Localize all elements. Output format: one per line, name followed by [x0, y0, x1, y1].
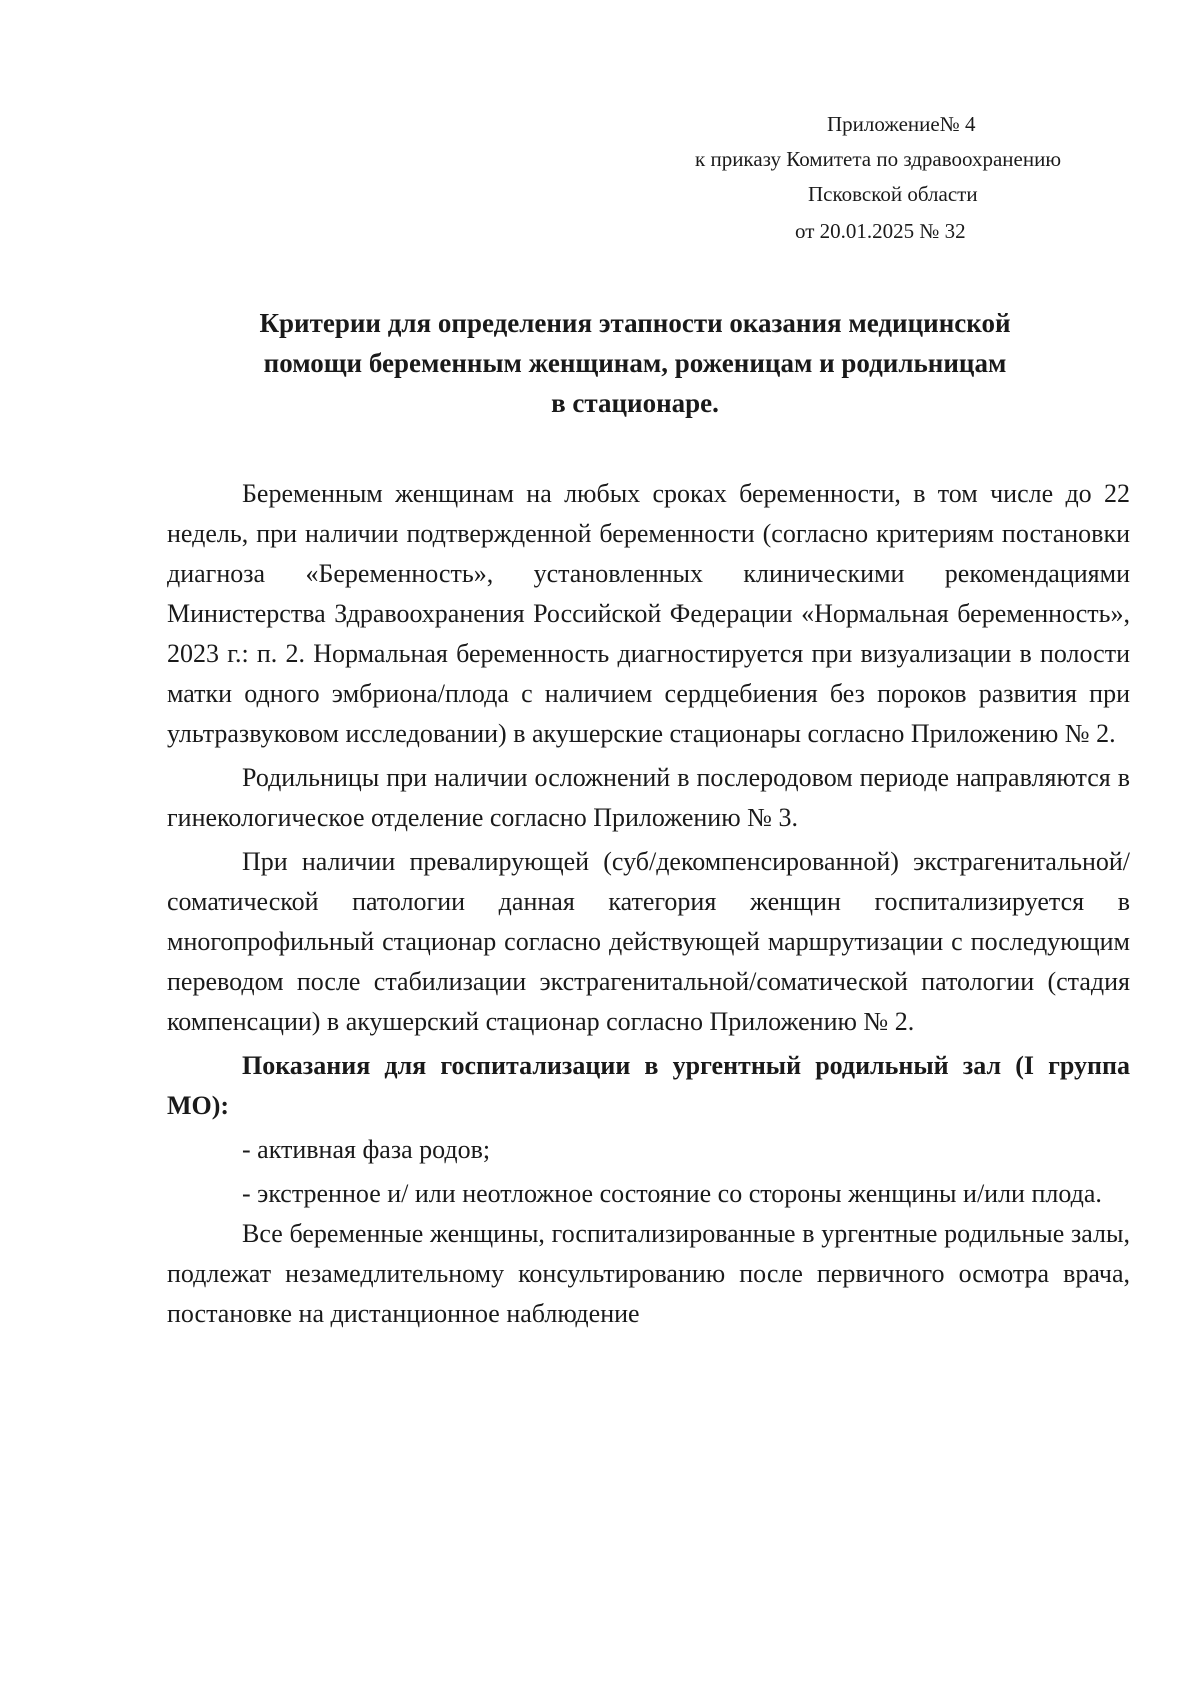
appendix-date-number: от 20.01.2025 № 32	[795, 219, 966, 243]
appendix-number: Приложение№ 4	[827, 112, 976, 136]
appendix-order-reference: к приказу Комитета по здравоохранению	[695, 147, 1062, 171]
paragraph-postpartum-routing: Родильницы при наличии осложнений в послеродовом периоде направляются в гинекологическое отделение согласно Приложению № 3.	[167, 763, 1130, 832]
paragraph-pregnant-routing: Беременным женщинам на любых сроках беременности, в том числе до 22 недель, при наличии подтвержденной беременности (согласно критериям постановки диагноза «Беременность», установленных клиническими рекомендациями Министерства Здравоохранения Российской Федерации «Нормальная беременность», 2023 г.: п. 2. Нормальная беременность диагностируется при визуализации в полости матки одного эмбриона/плода с наличием сердцебиения без пороков развития при ультразвуковом исследовании) в акушерские стационары согласно Приложению № 2.	[167, 479, 1130, 748]
title-line-1: Критерии для определения этапности оказания медицинской	[259, 308, 1011, 338]
list-item-active-labor: - активная фаза родов;	[242, 1135, 491, 1164]
paragraph-urgent-consultation: Все беременные женщины, госпитализированные в ургентные родильные залы, подлежат незамедлительному консультированию после первичного осмотра врача, постановке на дистанционное наблюдение	[167, 1219, 1130, 1328]
title-line-3: в стационаре.	[551, 388, 719, 418]
document-body	[167, 474, 1130, 1334]
paragraph-extragenital-routing: При наличии превалирующей (суб/декомпенсированной) экстрагенитальной/соматической патологии данная категория женщин госпитализируется в многопрофильный стационар согласно действующей маршрутизации с последующим переводом после стабилизации экстрагенитальной/соматической патологии (стадия компенсации) в акушерский стационар согласно Приложению № 2.	[167, 847, 1130, 1036]
appendix-region: Псковской области	[808, 182, 978, 206]
section-heading-urgent-indications: Показания для госпитализации в ургентный родильный зал (I группа МО):	[167, 1051, 1130, 1120]
list-item-emergency-state: - экстренное и/ или неотложное состояние со стороны женщины и/или плода.	[242, 1179, 1102, 1208]
title-line-2: помощи беременным женщинам, роженицам и родильницам	[263, 348, 1007, 378]
document-title	[170, 303, 1100, 423]
